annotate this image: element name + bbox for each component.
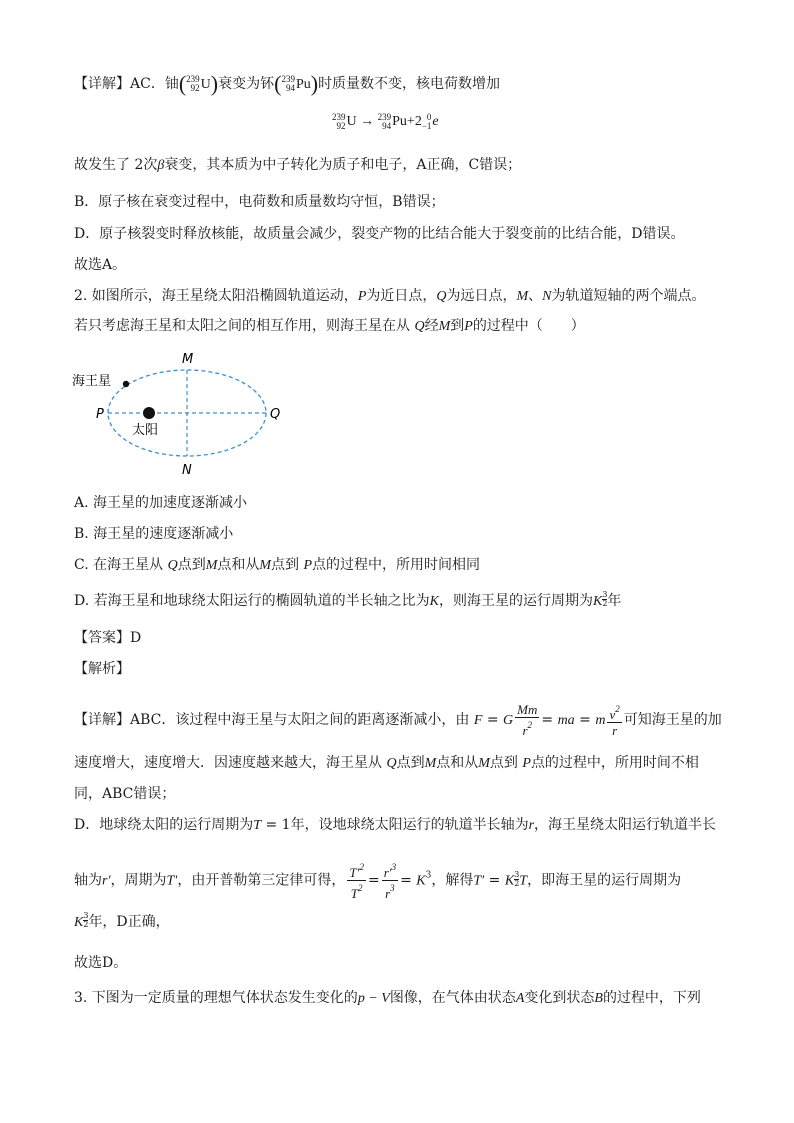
option-c: C. 在海王星从 Q点到M点和从M点到 P点的过程中，所用时间相同 xyxy=(74,557,481,573)
q2-detail-line3: 同，ABC错误； xyxy=(74,786,176,802)
q2-stem-line1: 2. 如图所示，海王星绕太阳沿椭圆轨道运动，P为近日点，Q为远日点，M、N为轨道短轴的两个端点。 xyxy=(74,288,706,304)
q1-line-d: D．原子核裂变时释放核能，故质量会减少，裂变产物的比结合能大于裂变前的比结合能，D错误。 xyxy=(74,226,685,242)
planet-dot xyxy=(123,381,129,387)
q1-beta-line: 故发生了 2次β衰变，其本质为中子转化为质子和电子，A正确，C错误； xyxy=(74,157,522,173)
q3-stem: 3. 下图为一定质量的理想气体状态发生变化的p − V图像，在气体由状态A变化到状态B的过程中，下列 xyxy=(74,990,701,1006)
q1-detail-prefix: 【详解】AC．铀 xyxy=(74,76,179,92)
u-symbol: U xyxy=(200,77,211,92)
analysis-label: 【解析】 xyxy=(74,661,130,677)
pu-symbol: Pu xyxy=(295,77,311,92)
q2-detail-line2: 速度增大，速度增大．因速度越来越大，海王星从 Q点到M点和从M点到 P点的过程中，所用时间不相 xyxy=(74,755,699,771)
q2-d-line3: K $\frac{3}{2}$ 年，D正确， xyxy=(74,911,170,930)
planet-label: 海王星 xyxy=(72,374,112,389)
sun-dot xyxy=(143,407,155,419)
sun-label: 太阳 xyxy=(132,423,159,438)
q2-conclusion: 故选D。 xyxy=(74,955,128,971)
q1-detail-line: 【详解】AC．铀( 239 92 U)衰变为钚( 239 94 Pu)时质量数不变，核电荷数增加 xyxy=(74,71,501,96)
option-a: A. 海王星的加速度逐渐减小 xyxy=(74,495,248,511)
decay-equation: 239 92 U → 239 94 Pu+2 0 −1 e xyxy=(332,111,439,131)
option-d: D. 若海王星和地球绕太阳运行的椭圆轨道的半长轴之比为K，则海王星的运行周期为K $\frac{3}{2}$ 年 xyxy=(74,590,622,609)
q1-line-b: B．原子核在衰变过程中，电荷数和质量数均守恒，B错误； xyxy=(74,194,445,210)
q1-conclusion: 故选A。 xyxy=(74,257,127,273)
answer: 【答案】D xyxy=(74,630,142,646)
pu-isotope-top: 239 94 xyxy=(281,74,295,93)
q2-d-line2: 轴为r′，周期为T′，由开普勒第三定律可得， $\frac{T'^2}{T^2}$ = $\frac{r'^3}{r^3}$ = $K^3$，解得T′ = K $\frac{3}{2}$ T，即海王星的运行周期为 xyxy=(74,862,682,901)
u-isotope-top: 239 92 xyxy=(186,74,200,93)
label-P: P xyxy=(96,407,104,422)
option-b: B. 海王星的速度逐渐减小 xyxy=(74,526,234,542)
label-N: N xyxy=(182,463,192,478)
label-M: M xyxy=(182,352,194,367)
q1-decay-text: 衰变为钚 xyxy=(218,76,275,92)
q1-detail-suffix: 时质量数不变，核电荷数增加 xyxy=(318,76,501,92)
label-Q: Q xyxy=(270,407,281,422)
q2-detail-line1: 【详解】ABC．该过程中海王星与太阳之间的距离逐渐减小，由 F = G $\frac{Mm}{r^2}$ = ma = m $\frac{v^2}{r}$ 可知海王星的加 xyxy=(74,702,722,738)
q2-stem-line2: 若只考虑海王星和太阳之间的相互作用，则海王星在从 Q经M到P的过程中（ ） xyxy=(74,318,585,334)
orbit-figure xyxy=(70,345,300,480)
q2-d-line1: D．地球绕太阳的运行周期为T = 1年，设地球绕太阳运行的轨道半长轴为r，海王星绕太阳运行轨道半长 xyxy=(74,817,717,833)
